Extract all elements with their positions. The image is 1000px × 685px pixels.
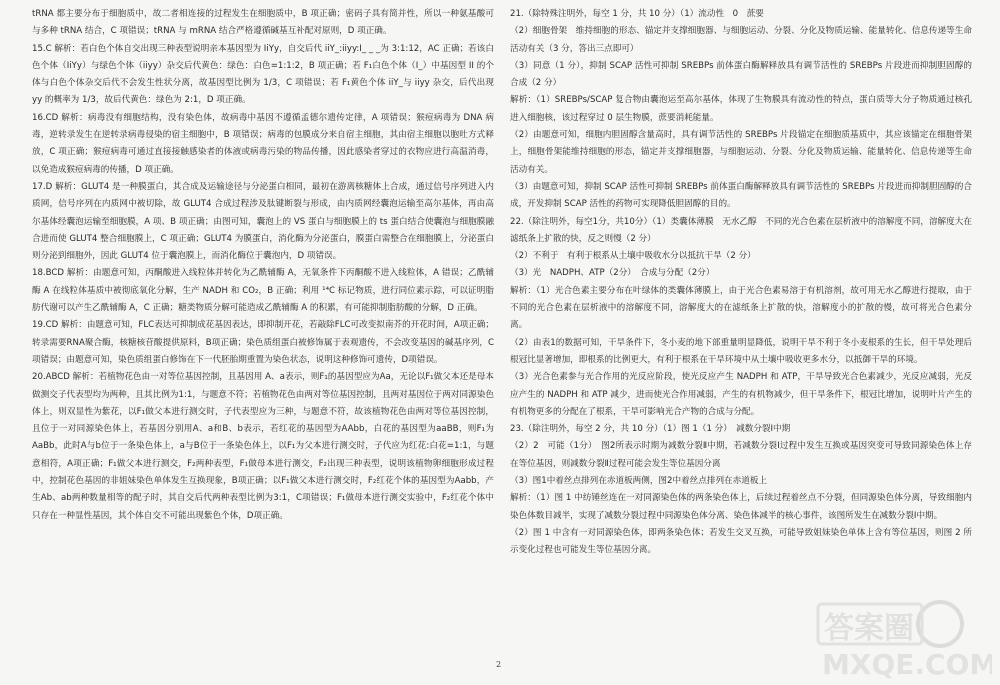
paragraph-r7: （2）不利于 有利于根系从土壤中吸收水分以抵抗干旱（2 分）	[510, 251, 756, 262]
svg-text:MXQE.COM: MXQE.COM	[822, 648, 992, 680]
paragraph-r14: （3）图1中着丝点排列在赤道板两侧，图2中着丝点排列在赤道板上	[510, 476, 768, 487]
svg-text:答案圈: 答案圈	[824, 611, 914, 646]
paragraph-l4: 18.BCD 解析：由题意可知，丙酮酸进入线粒体并转化为乙酰辅酶 A，无氧条件下丙酮酸不进入线粒体，A 错误；乙酰辅酶 A 在线粒体基质中被彻底氧化分解，生产 NADH 和 CO₂，B 正确；利用 ¹⁴C 标记物质，进行同位素示踪，可以证明脂肪代谢可以产生乙酰辅酶 A，C 正确；糖类物质分解可能造成乙酰辅酶 A 的积累，有可能抑制脂肪酸的分解，D 正确。	[32, 268, 494, 314]
paragraph-r2: （3）同意（1 分），抑制 SCAP 活性可抑制 SREBPs 前体蛋白酶解释放具有调节活性的 SREBPs 片段进而抑制胆固醇的合成（2 分）	[510, 60, 972, 89]
paragraph-r3: 解析：（1）SREBPs/SCAP 复合物由囊泡运至高尔基体，体现了生物膜具有流动性的特点，蛋白质等大分子物质通过核孔进入细胞核，该过程穿过 0 层生物膜，蔗要消耗能量。	[510, 95, 972, 123]
page-number: 2	[496, 660, 502, 669]
paragraph-r13: （2）2 可能（1分） 图2所表示时期为减数分裂Ⅱ中期，若减数分裂Ⅰ过程中发生互换或基因突变可导致同源染色体上存在等位基因，则减数分裂Ⅱ过程可能会发生等位基因分离	[510, 441, 972, 469]
paragraph-r0: 21.（除特殊注明外，每空 1 分，共 10 分）（1）流动性 0 蔗要	[510, 9, 764, 19]
paragraph-r4: （2）由题意可知，细胞内胆固醇含量高时，具有调节活性的 SREBPs 片段锚定在细胞质基质中，其应该锚定在细胞骨架上，细胞骨架能维持细胞的形态，锚定并支撑细胞器，与细胞运动、分裂、分化及物质运输、能量转化、信息传递等生命活动有关。	[510, 130, 972, 175]
paragraph-r9: 解析：（1）光合色素主要分布在叶绿体的类囊体薄膜上，由于光合色素易溶于有机溶剂，故可用无水乙醇进行提取，由于不同的光合色素在层析液中的溶解度不同，溶解度大的在滤纸条上扩散的快，溶解度小的扩散的慢，故可将光合色素分离。	[510, 285, 972, 331]
paragraph-r16: （2）图 1 中含有一对同源染色体，即两条染色体；若发生交叉互换，可能导致姐妹染色单体上含有等位基因，则图 2 所示变化过程也可能发生等位基因分离。	[510, 527, 972, 556]
paragraph-r10: （2）由表1的数据可知，干旱条件下，冬小麦的地下部重量明显降低，说明干旱不利于冬小麦根系的生长，但干旱处理后根冠比显著增加，即根系的比例更大，有利于根系在干旱环境中从土壤中吸收更多水分，以抵御干旱的环境。	[510, 337, 972, 365]
right-column	[510, 6, 972, 560]
paragraph-l0: tRNA 都主要分布于细胞质中，故二者相连接的过程发生在细胞质中，B 项正确；密码子具有简并性，所以一种氨基酸可与多种 tRNA 结合，C 项错误；tRNA 与 mRNA 结合严格遵循碱基互补配对原则，D 项正确。	[32, 9, 494, 37]
watermark-logo-graphic	[812, 598, 992, 680]
watermark-logo	[812, 598, 992, 680]
paragraph-r8: （3）光 NADPH、ATP（2分） 合成与分配（2分）	[510, 268, 715, 279]
paragraph-r6: 22.（除注明外，每空1分，共10分）（1）类囊体薄膜 无水乙醇 不同的光合色素在层析液中的溶解度不同，溶解度大在滤纸条上扩散的快，反之则慢（2 分）	[510, 216, 972, 244]
paragraph-l2: 16.CD 解析：病毒没有细胞结构，没有染色体，故病毒中基因不遵循孟德尔遗传定律，A 项错误；猴痘病毒为 DNA 病毒，逆转录发生在逆转录病毒侵染的宿主细胞中，B 项错误；病毒的包膜成分来自宿主细胞，其由宿主细胞以胞吐方式释放，C 项正确；猴痘病毒可通过直接接触感染者的体液或病毒污染的物品传播，因此感染者穿过的衣物应进行高温消毒，以免造成猴痘病毒的传播，D 项正确。	[32, 112, 494, 175]
left-column	[32, 6, 494, 525]
paragraph-r15: 解析：（1）图 1 中纺锤丝连在一对同源染色体的两条染色体上，后续过程着丝点不分裂，但同源染色体分离，导致细胞内染色体数目减半，实现了减数分裂过程中同源染色体分离、染色体减半的核心事件，该图所发生在减数分裂Ⅰ中期。	[510, 493, 972, 521]
paragraph-l3: 17.D 解析：GLUT4 是一种膜蛋白，其合成及运输途径与分泌蛋白相同，最初在游离核糖体上合成，通过信号序列进入内质网，信号序列在内质网中被切除，故 GLUT4 合成过程涉及肽键断裂与形成，由内质网经囊泡运输至高尔基体，再由高尔基体经囊泡运输至细胞膜，A 项、B 项正确；由图可知，囊泡上的 VS 蛋白与细胞膜上的 ts 蛋白结合使囊泡与细胞膜融合进而使 GLUT4 整合细胞膜上，C 项正确；GLUT4 为膜蛋白，消化酶为分泌蛋白，膜蛋白需整合在细胞膜上，分泌蛋白则分泌到细胞外，因此 GLUT4 位于囊泡膜上，而消化酶位于囊泡内，D 项错误。	[32, 181, 494, 262]
paragraph-l6: 20.ABCD 解析：若植物花色由一对等位基因控制，且基因用 A、a表示，则F₁的基因型应为Aa，无论以F₁做父本还是母本做测交子代表型均为两种，且其比例为1:1，与题意不符；若植物花色由两对等位基因控制，且两对基因位于两对同源染色体上，则双显性为紫花，以F₁做父本进行测交时，子代表型应为三种，与题意不符，故该植物花色由两对等位基因控制，且位于一对同源染色体上，若基因分别用A、a和B、b表示，若红花的基因型为AAbb，白花的基因型为aaBB，则F₁为AaBb，此时A与b位于一条染色体上，a与B位于一条染色体上，以F₁为父本进行测交时，子代应为红花:白花=1:1，与题意相符，A项正确；F₁做父本进行测交，F₂两种表型，F₁做母本进行测交，F₂出现三种表型，说明该植物卵细胞形成过程中，控制花色基因的非姐妹染色单体发生互换现象，B项正确；以F₁做父本进行测交时，F₂红花个体的基因型为Aabb，产生Ab、ab两种数量相等的配子时，其自交后代两种表型比例为3:1，C项错误；F₁做母本进行测交实验中，F₂红花个体中只存在一种显性基因，其个体自交不可能出现紫色个体，D项正确。	[32, 372, 494, 521]
paragraph-r11: （3）光合色素参与光合作用的光反应阶段，使光反应产生 NADPH 和 ATP，干旱导致光合色素减少，光反应减弱，光反应产生的 NADPH 和 ATP 减少，进而使光合作用减弱，产生的有机物减少，但干旱条件下，根冠比增加，说明叶片产生的有机物更多的分配在了根系，干旱可影响光合产物的合成与分配。	[510, 372, 972, 417]
paragraph-l5: 19.CD 解析：由题意可知，FLC表达可抑制成花基因表达，即抑制开花，若敲除FLC可改变拟南芥的开花时间，A项正确；转录需要RNA聚合酶，核糖核苷酸提供原料，B项正确；染色质组蛋白被修饰属于表观遗传，不会改变基因的碱基序列，C项错误；由题意可知，染色质组蛋白修饰在下一代胚胎期重置为染色状态，说明这种修饰可遗传，D项错误。	[32, 320, 494, 365]
paragraph-l1: 15.C 解析：若白色个体自交出现三种表型说明亲本基因型为 IiYy，自交后代 iiY_:iiyy:I_ _ _为 3:1:12，AC 正确；若该白色个体（IiYy）与绿色个体（iiyy）杂交后代黄色：绿色：白色=1:1:2，B 项正确；若 F₁白色个体（I_）中基因型 II 的个体与白色个体杂交后代不会发生性状分离，故基因型比例为 1/3，C 项错误；若 F₁黄色个体 iiY_与 iiyy 杂交，后代出现 yy 的概率为 1/3，故后代黄色：绿色为 2:1，D 项正确。	[32, 43, 494, 106]
paragraph-r12: 23.（除注明外，每空 2 分，共 10 分）（1）图 1（1 分） 减数分裂Ⅰ中期	[510, 424, 791, 435]
paragraph-r5: （3）由题意可知，抑制 SCAP 活性可抑制 SREBPs 前体蛋白酶解释放具有调节活性的 SREBPs 片段进而抑制胆固醇的合成，开发抑制 SCAP 活性的药物可实现降低胆固醇的目的。	[510, 181, 972, 210]
paragraph-r1: （2）细胞骨架 维持细胞的形态、锚定并支撑细胞器、与细胞运动、分裂、分化及物质运输、能量转化、信息传递等生命活动有关（3 分，答出三点即可）	[510, 26, 972, 54]
